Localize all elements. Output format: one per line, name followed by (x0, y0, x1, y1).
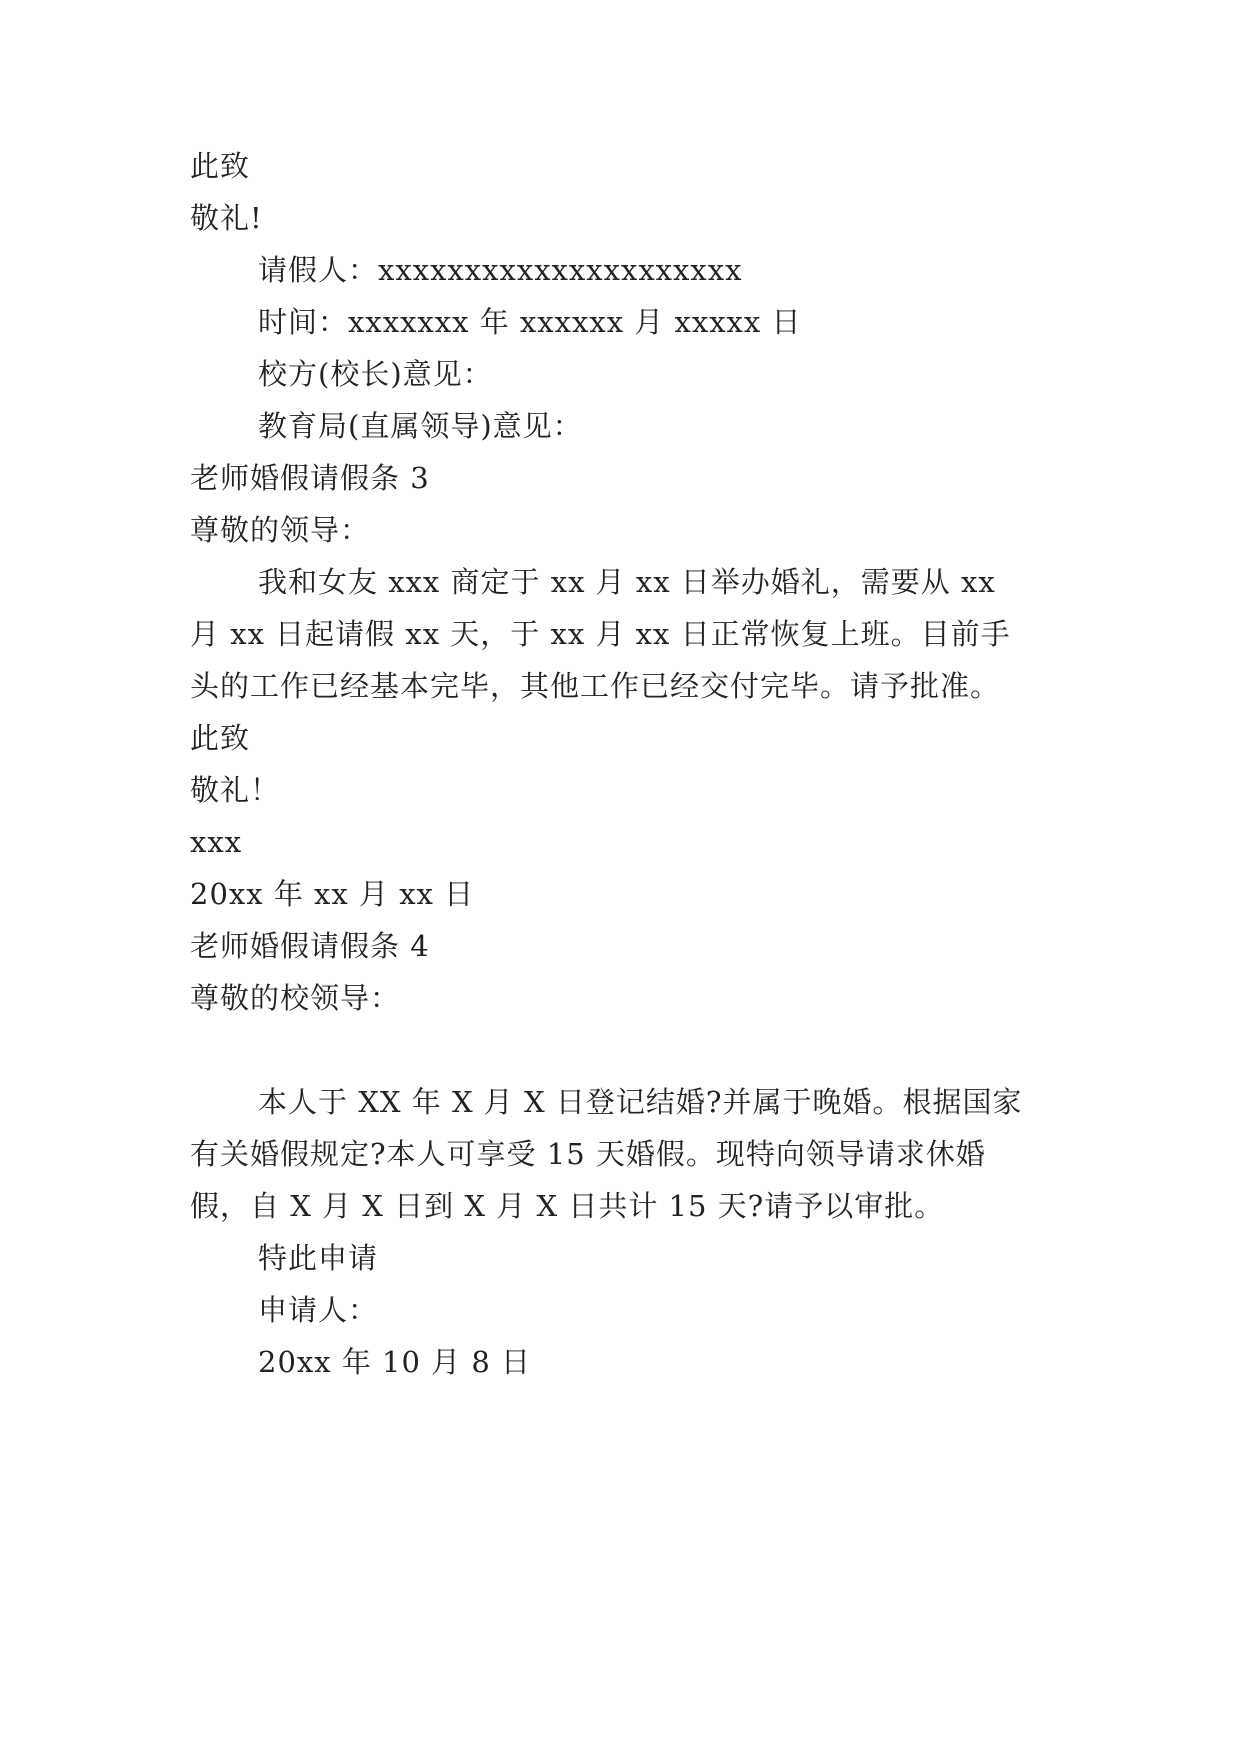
applicant-line: 请假人：xxxxxxxxxxxxxxxxxxxxx (258, 253, 743, 287)
closing-line-1: 此致 (190, 149, 251, 183)
body-4-line-2: 有关婚假规定?本人可享受 15 天婚假。现特向领导请求休婚 (190, 1137, 986, 1171)
closing-3-line-2: 敬礼！ (190, 773, 281, 807)
closing-4: 特此申请 (258, 1241, 379, 1275)
signature-3: xxx (190, 825, 243, 859)
date-4: 20xx 年 10 月 8 日 (258, 1345, 532, 1379)
bureau-opinion-line: 教育局(直属领导)意见： (258, 409, 583, 443)
salutation-4: 尊敬的校领导： (190, 981, 401, 1015)
body-3-line-2: 月 xx 日起请假 xx 天，于 xx 月 xx 日正常恢复上班。目前手 (190, 617, 1011, 651)
body-3-line-1: 我和女友 xxx 商定于 xx 月 xx 日举办婚礼，需要从 xx (258, 565, 996, 599)
date-3: 20xx 年 xx 月 xx 日 (190, 877, 475, 911)
time-line: 时间：xxxxxxx 年 xxxxxx 月 xxxxx 日 (258, 305, 802, 339)
school-opinion-line: 校方(校长)意见： (258, 357, 493, 391)
body-3-line-3: 头的工作已经基本完毕，其他工作已经交付完毕。请予批准。 (190, 669, 1001, 703)
salutation-3: 尊敬的领导： (190, 513, 371, 547)
closing-3-line-1: 此致 (190, 721, 251, 755)
body-4-line-1: 本人于 XX 年 X 月 X 日登记结婚?并属于晚婚。根据国家 (258, 1085, 1023, 1119)
body-4-line-3: 假，自 X 月 X 日到 X 月 X 日共计 15 天?请予以审批。 (190, 1189, 945, 1223)
section-title-4: 老师婚假请假条 4 (190, 929, 430, 963)
section-title-3: 老师婚假请假条 3 (190, 461, 430, 495)
applicant-4: 申请人： (258, 1293, 379, 1327)
closing-line-2: 敬礼! (190, 201, 263, 235)
